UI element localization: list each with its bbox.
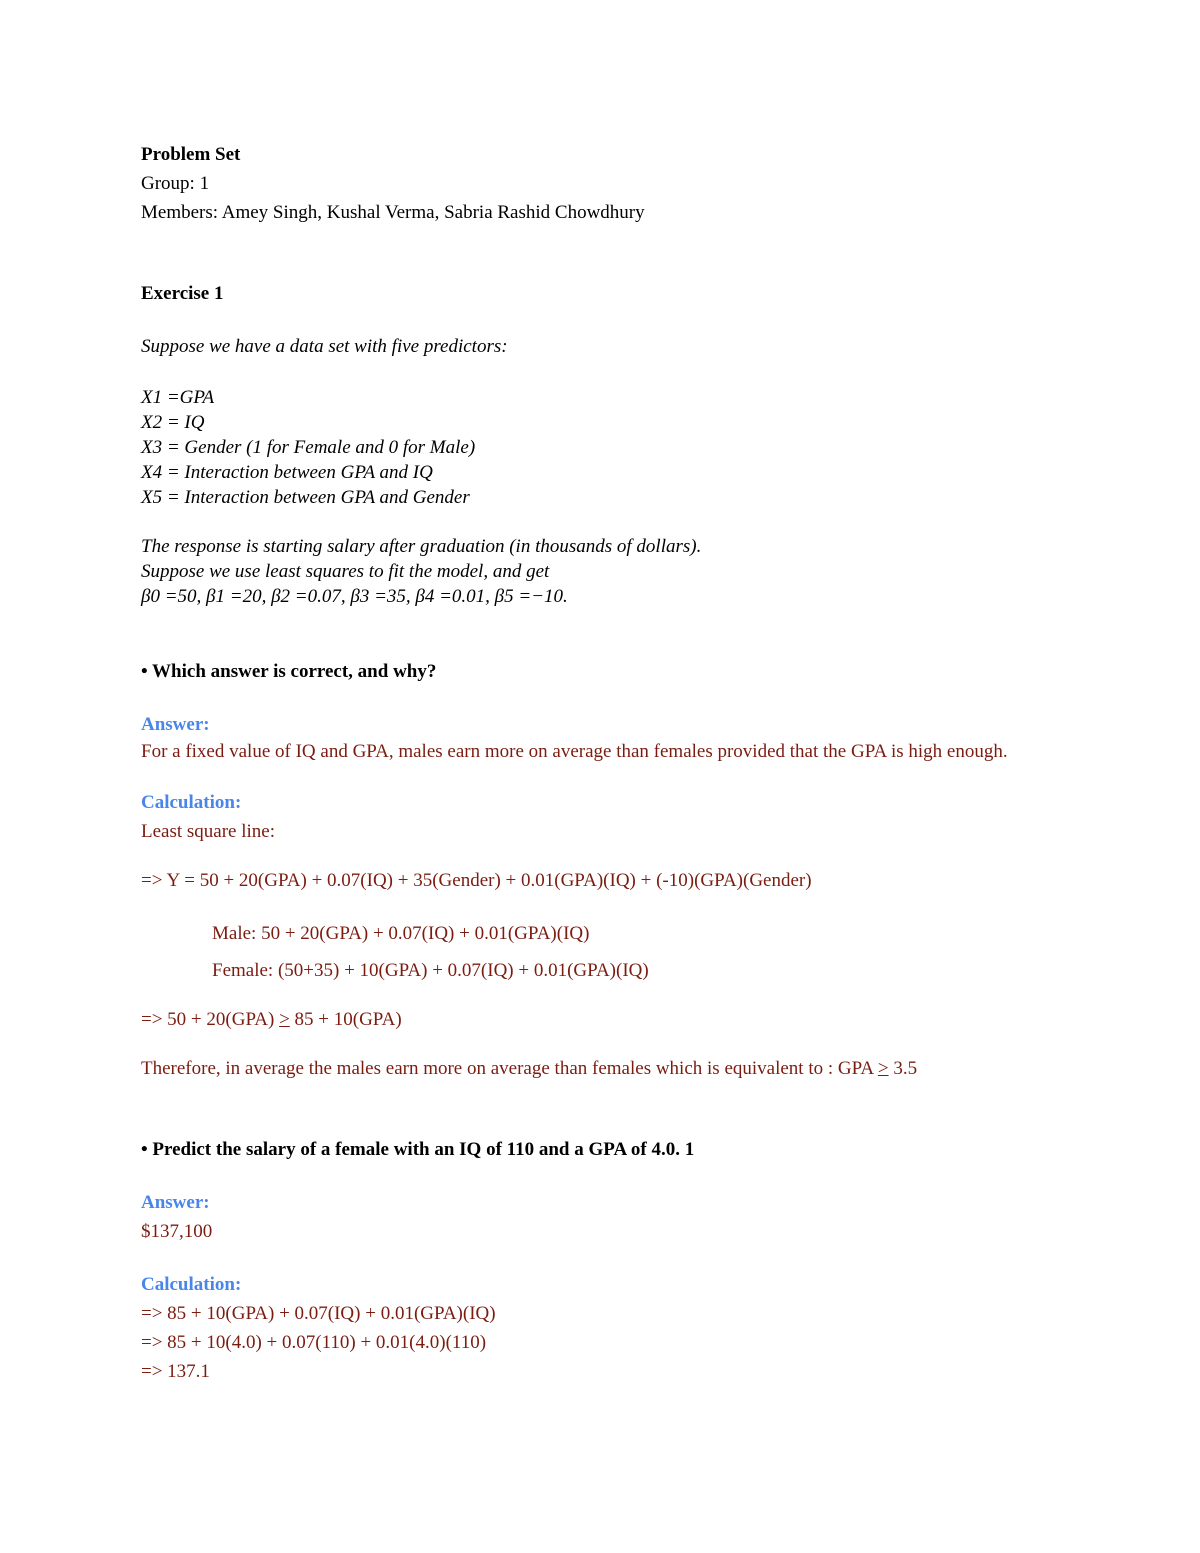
calculation-intro: Least square line: — [141, 821, 276, 842]
least-squares-equation: => Y = 50 + 20(GPA) + 0.07(IQ) + 35(Gender) + 0.01(GPA)(IQ) + (-10)(GPA)(Gender) — [141, 870, 812, 891]
male-equation: Male: 50 + 20(GPA) + 0.07(IQ) + 0.01(GPA)(IQ) — [212, 923, 590, 944]
predictor-item: X4 = Interaction between GPA and IQ — [141, 462, 433, 483]
conclusion-line: Therefore, in average the males earn more on average than females which is equivalent to : GPA > 3.5 — [141, 1058, 918, 1079]
greater-equal-symbol: > — [877, 1058, 889, 1079]
calculation-label: Calculation: — [141, 792, 242, 813]
document-page — [141, 140, 1081, 1386]
inequality-line: => 50 + 20(GPA) > 85 + 10(GPA) — [141, 1009, 402, 1030]
question-1: • Which answer is correct, and why? — [141, 661, 437, 682]
predictor-item: X3 = Gender (1 for Female and 0 for Male) — [141, 437, 476, 458]
greater-equal-symbol: > — [279, 1009, 290, 1030]
predictor-item: X1 =GPA — [141, 387, 215, 408]
response-description — [141, 534, 1081, 609]
coefficients-line: β0 =50, β1 =20, β2 =0.07, β3 =35, β4 =0.01, β5 =−10. — [141, 586, 568, 607]
calculation-step: => 85 + 10(4.0) + 0.07(110) + 0.01(4.0)(110) — [141, 1332, 487, 1353]
calculation-result: => 137.1 — [141, 1361, 210, 1382]
question-2: • Predict the salary of a female with an IQ of 110 and a GPA of 4.0. 1 — [141, 1139, 695, 1160]
answer-label: Answer: — [141, 1192, 210, 1213]
predictor-item: X2 = IQ — [141, 412, 205, 433]
response-line: The response is starting salary after graduation (in thousands of dollars). — [141, 536, 702, 557]
answer-label: Answer: — [141, 714, 210, 735]
predictor-item: X5 = Interaction between GPA and Gender — [141, 487, 470, 508]
predictor-list — [141, 385, 1081, 510]
answer-text: For a fixed value of IQ and GPA, males earn more on average than females provided that the GPA is high enough. — [141, 741, 1008, 762]
document-title: Problem Set — [141, 144, 241, 165]
members-line: Members: Amey Singh, Kushal Verma, Sabria Rashid Chowdhury — [141, 202, 645, 223]
female-equation: Female: (50+35) + 10(GPA) + 0.07(IQ) + 0.01(GPA)(IQ) — [212, 960, 649, 981]
response-line: Suppose we use least squares to fit the model, and get — [141, 561, 550, 582]
answer-text: $137,100 — [141, 1221, 213, 1242]
exercise-intro: Suppose we have a data set with five predictors: — [141, 336, 508, 357]
exercise-heading: Exercise 1 — [141, 283, 224, 304]
calculation-label: Calculation: — [141, 1274, 242, 1295]
group-line: Group: 1 — [141, 173, 210, 194]
calculation-step: => 85 + 10(GPA) + 0.07(IQ) + 0.01(GPA)(IQ) — [141, 1303, 496, 1324]
